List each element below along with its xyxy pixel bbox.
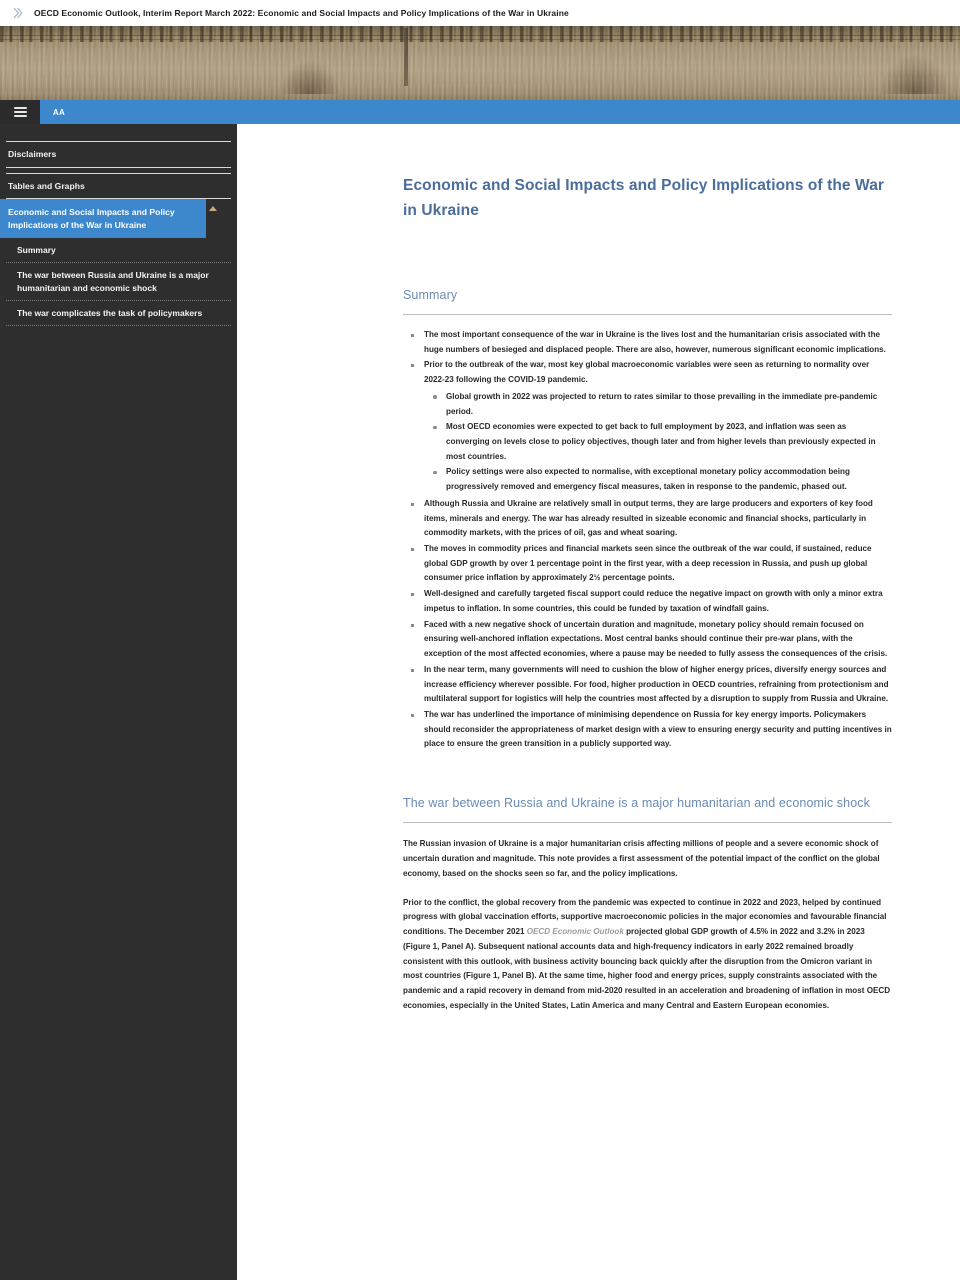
sidebar-subitem-war-shock[interactable]: The war between Russia and Ukraine is a major humanitarian and economic shock (17, 270, 209, 293)
list-item: Well-designed and carefully targeted fiscal support could reduce the negative impact on growth with only a minor extra impetus to inflation. In some countries, this could be funded by taxation of windfall gains. (424, 587, 892, 616)
navigation-sidebar (0, 124, 237, 1280)
breadcrumb-title: OECD Economic Outlook, Interim Report March 2022: Economic and Social Impacts and Policy Implications of the War in Ukraine (34, 7, 569, 18)
list-item: The war has underlined the importance of minimising dependence on Russia for key energy imports. Policymakers should reconsider the appropriateness of market design with a view to ensuring energy security and putting incentives in place to ensure the green transition in a publicly supported way. (424, 708, 892, 752)
summary-sub-bullet-list (424, 390, 892, 495)
list-item: Most OECD economies were expected to get back to full employment by 2023, and inflation was seen as converging on levels close to policy objectives, though later and from higher levels than previously expected in most countries. (446, 420, 892, 464)
list-item-text: Prior to the outbreak of the war, most key global macroeconomic variables were seen as returning to normality over 2022-23 following the COVID-19 pandemic. (424, 360, 870, 385)
section-heading-summary: Summary (403, 286, 892, 315)
section-heading-war-shock: The war between Russia and Ukraine is a major humanitarian and economic shock (403, 794, 892, 823)
paragraph-part-2: projected global GDP growth of 4.5% in 2022 and 3.2% in 2023 (Figure 1, Panel A). Subsequent national accounts data and high-frequency indicators in early 2022 remained broadly consistent with this outlook, with business activity bouncing back quickly after the disruption from the Omicron variant in most countries (Figure 1, Panel B). At the same time, higher food and energy prices, supply constraints associated with the pandemic and a rapid recovery in demand from mid-2020 resulted in an acceleration and broadening of inflation in most OECD economies, especially in the United States, Latin America and many Central and Eastern European economies. (403, 927, 891, 1010)
summary-bullet-list (403, 328, 892, 752)
hero-texture-overlay (0, 26, 960, 100)
sidebar-subitem-policymakers[interactable]: The war complicates the task of policymakers (17, 308, 203, 319)
menu-toggle-button[interactable] (0, 100, 40, 124)
list-item: Although Russia and Ukraine are relatively small in output terms, they are large producers and exporters of key food items, minerals and energy. The war has already resulted in sizeable economic and financial shocks, particularly in commodity markets, with the prices of oil, gas and wheat soaring. (424, 497, 892, 541)
sidebar-collapse-button[interactable] (206, 199, 219, 238)
sidebar-dotted-divider-3 (6, 325, 231, 326)
reader-toolbar (0, 100, 960, 124)
sidebar-subitem-summary[interactable]: Summary (17, 245, 56, 256)
publication-title-italic: OECD Economic Outlook (526, 927, 624, 937)
document-content-pane (237, 124, 960, 1280)
list-item: Faced with a new negative shock of uncertain duration and magnitude, monetary policy should remain focused on ensuring well-anchored inflation expectations. Most central banks should continue their pre-war plans, with the exception of the most affected economies, where a pause may be needed to fully assess the consequences of the crisis. (424, 618, 892, 662)
paragraph: The Russian invasion of Ukraine is a major humanitarian crisis affecting millions of people and a severe economic shock of uncertain duration and magnitude. This note provides a first assessment of the potential impact of the conflict on the global economy, based on the shocks seen so far, and the policy implications. (403, 839, 880, 878)
font-size-button[interactable]: AA (52, 107, 66, 117)
paragraph (403, 896, 892, 1014)
list-item: In the near term, many governments will need to cushion the blow of higher energy prices, diversify energy sources and increase efficiency wherever possible. For food, higher production in OECD countries, refraining from protectionism and multilateral support for logistics will help the countries most affected by a disruption to supply from Russia and Ukraine. (424, 663, 892, 707)
breadcrumb-bar (0, 0, 960, 26)
list-item: Global growth in 2022 was projected to return to rates similar to those prevailing in the immediate pre-pandemic period. (446, 390, 892, 419)
chevron-up-icon (209, 206, 217, 211)
sidebar-item-disclaimers[interactable]: Disclaimers (8, 149, 57, 159)
list-item (424, 358, 892, 494)
page-title: Economic and Social Impacts and Policy Implications of the War in Ukraine (403, 177, 885, 219)
list-item: Policy settings were also expected to normalise, with exceptional monetary policy accommodation being progressively removed and emergency fiscal measures, taken in response to the pandemic, phased out. (446, 465, 892, 494)
sidebar-sub-list (0, 238, 237, 326)
hero-banner-image (0, 26, 960, 100)
sidebar-item-active-chapter[interactable] (0, 199, 219, 238)
list-item: The moves in commodity prices and financial markets seen since the outbreak of the war could, if sustained, reduce global GDP growth by over 1 percentage point in the first year, with a deep recession in Russia, and push up global consumer price inflation by approximately 2½ percentage points. (424, 542, 892, 586)
double-chevron-logo-icon (10, 4, 28, 22)
sidebar-active-label: Economic and Social Impacts and Policy Implications of the War in Ukraine (8, 207, 175, 230)
hamburger-menu-icon (14, 105, 27, 119)
list-item: The most important consequence of the war in Ukraine is the lives lost and the humanitarian crisis associated with the huge numbers of besieged and displaced people. There are also, however, numerous significant economic implications. (424, 328, 892, 357)
sidebar-item-tables-and-graphs[interactable]: Tables and Graphs (8, 180, 85, 191)
paragraph-part-1: Prior to the conflict, the global recovery from the pandemic was expected to continue in 2022 and 2023, helped by continued progress with global vaccination efforts, supportive macroeconomic policies in the major economies and favourable financial conditions. The December 2021 (403, 897, 887, 937)
